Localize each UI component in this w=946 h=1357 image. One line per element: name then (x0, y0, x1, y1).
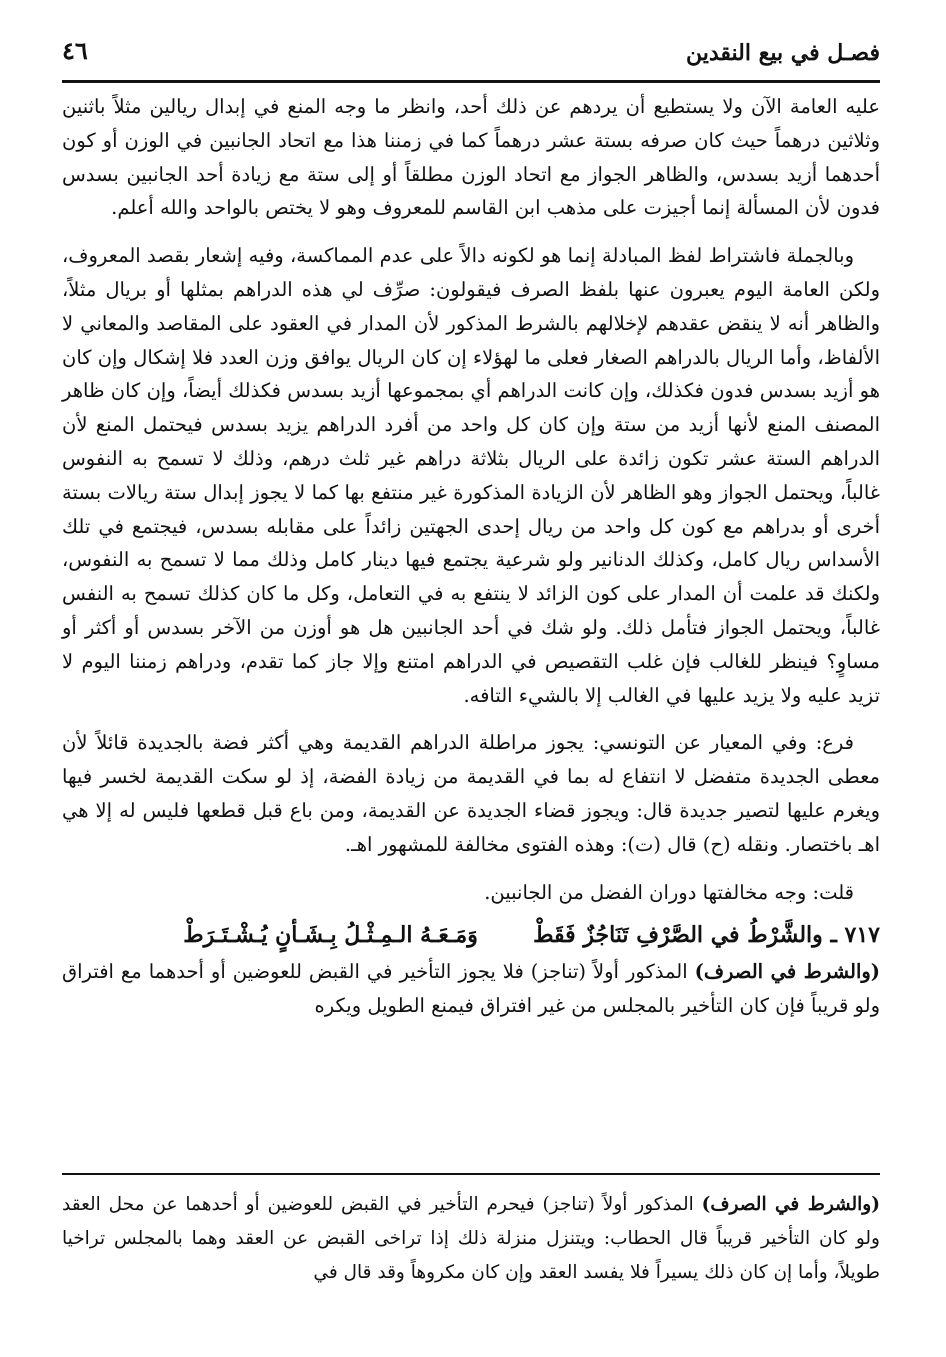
footnote-text: المذكور أولاً (تناجز) فيحرم التأخير في القبض للعوضين أو أحدهما عن محل العقد ولو كان التأخير قريباً قال الحطاب: ويتنزل منزلة ذلك إذا تراخى القبض عن العقد وهما بالمجلس تراخيا طويلاً، وأما إن كان ذلك يسيراً فلا يفسد العقد وإن كان مكروهاً وقد قال في (62, 1194, 880, 1283)
footnote-rule (62, 1173, 880, 1175)
footnote-paragraph (62, 1188, 880, 1290)
paragraph-3: فرع: وفي المعيار عن التونسي: يجوز مراطلة الدراهم القديمة وهي أكثر فضة بالجديدة قائلاً لأن معطى الجديدة متفضل لا انتفاع له بما في القديمة من زيادة الفضة، إذ لو سكت القديمة لخسر فيها ويغرم عليها لتصير جديدة قال: ويجوز قضاء الجديدة عن القديمة، ومن باع قبل قطعها فليس له إلا هي اهـ باختصار. ونقله (ح) قال (ت): وهذه الفتوى مخالفة للمشهور اهـ. (62, 731, 880, 856)
paragraph-4: قلت: وجه مخالفتها دوران الفضل من الجانبين. (484, 880, 854, 904)
footnote-lead: (والشرط في الصرف) (701, 1194, 880, 1215)
verse-second-half: وَمَـعَـهُ الـمِـثْـلُ بِـشَـأنٍ يُـشْـتَـرَطْ (183, 922, 478, 949)
verse-commentary-lead: (والشرط في الصرف) (694, 960, 881, 984)
main-text (62, 90, 880, 1023)
paragraph-1: عليه العامة الآن ولا يستطيع أن يردهم عن ذلك أحد، وانظر ما وجه المنع في إبدال ريالين مثلاً باثنين وثلاثين درهماً حيث كان صرفه بستة عشر درهماً كما في زمننا هذا مع اتحاد الجانبين في الوزن أو كون أحدهما أزيد بسدس، والظاهر الجواز مع اتحاد الوزن مطلقاً أو إلى ستة مع زيادة أحد الجانبين بسدس فدون لأن المسألة إنما أجيزت على مذهب ابن القاسم للمعروف وهو لا يختص بالواحد والله أعلم. (62, 95, 880, 220)
verse-number: ٧١٧ ـ (830, 922, 880, 949)
verse-commentary (62, 955, 880, 1023)
paragraph-2: وبالجملة فاشتراط لفظ المبادلة إنما هو لكونه دالاً على عدم المماكسة، وفيه إشعار بقصد المعروف، ولكن العامة اليوم يعبرون عنها بلفظ الصرف فيقولون: صرِّف لي هذه الدراهم بمثلها أو بريال مثلاً، والظاهر أنه لا ينقض عقدهم لإخلالهم بالشرط المذكور لأن المدار في العقود على المقاصد والمعاني لا الألفاظ، وأما الريال بالدراهم الصغار فعلى ما لهؤلاء إن كان الريال يوافق وزن العدد فلا إشكال وإن كان هو أزيد بسدس فدون فكذلك، وإن كانت الدراهم أي بمجموعها أزيد بسدس فكذلك أيضاً، وإن كان ظاهر المصنف المنع لأنها أزيد من ستة وإن كان كل واحد من أفرد الدراهم يزيد بسدس فيحتمل المنع لأن الدراهم الستة عشر تكون زائدة على الريال بثلاثة دراهم غير ثلث درهم، وذلك لا تسمح به النفوس غالباً، ويحتمل الجواز وهو الظاهر لأن الزيادة المذكورة غير منتفع بها كما لا يجوز إبدال ستة ريالات بستة أخرى أو بدراهم مع كون كل واحد من ريال إحدى الجهتين زائداً على مقابله بسدس، فيجتمع في تلك الأسداس ريال كامل، وكذلك الدنانير ولو شرعية يجتمع فيها دينار كامل وذلك مما لا تسمح به النفوس، ولكنك قد علمت أن المدار على كون الزائد لا ينتفع به في التعامل، وكل ما كان كذلك تسمح به النفس غالباً، ويحتمل الجواز فتأمل ذلك. ولو شك في أحد الجانبين هل هو أوزن من الآخر بسدس أو أكثر أو مساوٍ؟ فينظر للغالب فإن غلب التقصيص في الدراهم امتنع وإلا جاز كما تقدم، ودراهم زمننا اليوم لا تزيد عليه ولا يزيد عليها في الغالب إلا بالشيء التافه. (62, 244, 880, 707)
footnote (62, 1188, 880, 1290)
running-title: فصـل في بيع النقدين (685, 40, 880, 66)
page-number: ٤٦ (62, 36, 88, 65)
page-header (62, 30, 880, 74)
verse-line (62, 915, 880, 955)
verse-first-half: والشَّرْطُ في الصَّرْفِ تَنَاجُزٌ فَقَطْ (533, 922, 823, 949)
header-rule (62, 80, 880, 83)
verse-commentary-text: المذكور أولاً (تناجز) فلا يجوز التأخير في القبض للعوضين أو أحدهما مع افتراق ولو قريباً فإن كان التأخير بالمجلس من غير افتراق فيمنع الطويل ويكره (62, 960, 880, 1018)
